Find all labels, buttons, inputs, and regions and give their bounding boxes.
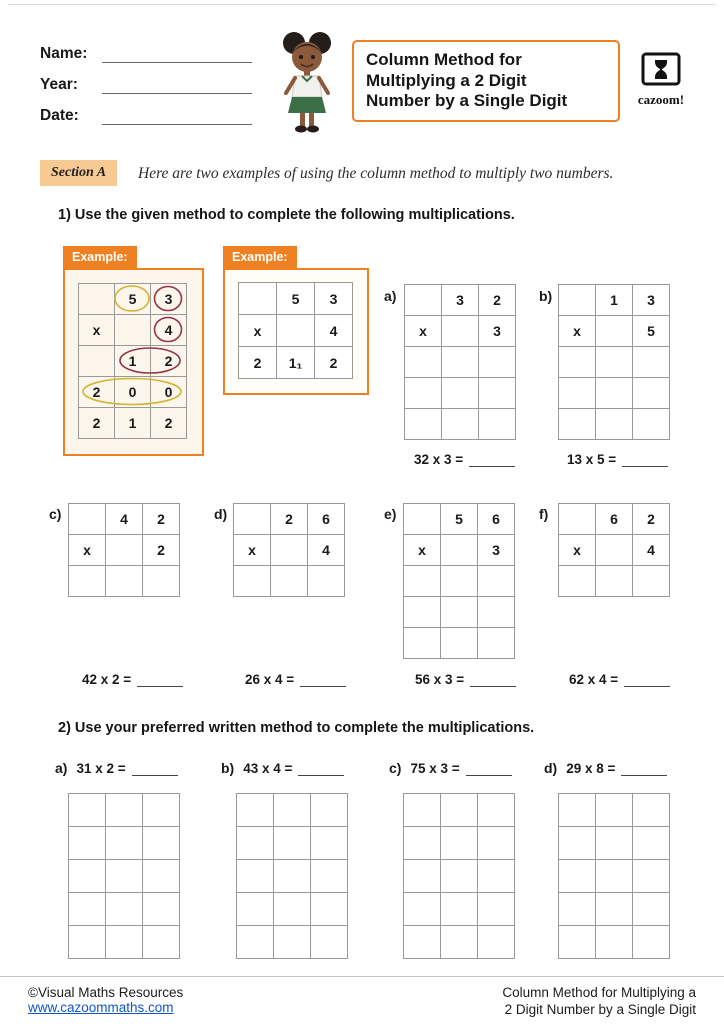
- grid-cell: [234, 566, 271, 597]
- grid-cell: [79, 284, 115, 315]
- grid-cell: [239, 283, 277, 315]
- grid-cell: [69, 893, 106, 926]
- grid-cell: [271, 566, 308, 597]
- date-field-row: [40, 102, 252, 125]
- grid-cell: [106, 535, 143, 566]
- grid-cell: [441, 926, 478, 959]
- q2-d-equation: [544, 760, 667, 776]
- example-1-grid: [78, 283, 187, 439]
- footer-left: [28, 985, 183, 1015]
- grid-cell: 1: [115, 346, 151, 377]
- grid-cell: [478, 860, 515, 893]
- grid-cell: [478, 827, 515, 860]
- grid-cell: [69, 860, 106, 893]
- grid-cell: [274, 926, 311, 959]
- student-character-illustration: [274, 30, 340, 139]
- grid-cell: [479, 378, 516, 409]
- example-2-label: Example:: [223, 246, 297, 268]
- grid-cell: 2: [271, 504, 308, 535]
- grid-cell: [115, 315, 151, 346]
- answer-blank: [137, 672, 183, 687]
- grid-cell: 5: [441, 504, 478, 535]
- q1-b-grid: [558, 284, 670, 440]
- q1-e-letter: e): [384, 506, 397, 522]
- grid-cell: [478, 566, 515, 597]
- answer-blank: [298, 761, 344, 776]
- grid-cell: [559, 794, 596, 827]
- q1-f-letter: f): [539, 506, 549, 522]
- q1-c-equation: [82, 672, 183, 687]
- grid-cell: [311, 794, 348, 827]
- answer-blank: [470, 672, 516, 687]
- grid-cell: [405, 347, 442, 378]
- cazoom-logo-text: cazoom!: [637, 92, 685, 107]
- q1-e-grid: [403, 503, 515, 659]
- q2-d-grid: [558, 793, 670, 959]
- grid-cell: [106, 566, 143, 597]
- grid-cell: 2: [79, 408, 115, 439]
- grid-cell: [478, 794, 515, 827]
- grid-cell: 2: [633, 504, 670, 535]
- cazoommaths-link[interactable]: www.cazoommaths.com: [28, 1000, 174, 1015]
- answer-blank: [469, 452, 515, 467]
- grid-cell: [143, 893, 180, 926]
- grid-cell: [596, 347, 633, 378]
- q1-e-equation: [415, 672, 516, 687]
- grid-cell: [442, 316, 479, 347]
- equation-text: 29 x 8 =: [566, 761, 616, 776]
- grid-cell: [404, 893, 441, 926]
- answer-blank: [622, 452, 668, 467]
- year-field-row: [40, 71, 252, 94]
- grid-cell: [106, 926, 143, 959]
- q2-c-equation: [389, 760, 512, 776]
- grid-cell: [478, 926, 515, 959]
- q1-f-grid: [558, 503, 670, 597]
- grid-cell: [277, 315, 315, 347]
- grid-cell: [143, 926, 180, 959]
- grid-cell: [405, 409, 442, 440]
- grid-cell: 3: [151, 284, 187, 315]
- q2-b-letter: b): [221, 760, 235, 776]
- grid-cell: 1: [596, 285, 633, 316]
- q1-b-equation: [567, 452, 668, 467]
- grid-cell: [441, 597, 478, 628]
- grid-cell: [633, 794, 670, 827]
- grid-cell: 3: [479, 316, 516, 347]
- grid-cell: [69, 926, 106, 959]
- grid-cell: [596, 535, 633, 566]
- name-answer-line: [102, 45, 252, 63]
- grid-cell: 2: [143, 504, 180, 535]
- grid-cell: 5: [115, 284, 151, 315]
- title-box: [352, 40, 620, 122]
- example-1-label: Example:: [63, 246, 137, 268]
- year-answer-line: [102, 76, 252, 94]
- q2-a-grid: [68, 793, 180, 959]
- grid-cell: 6: [596, 504, 633, 535]
- grid-cell: [633, 566, 670, 597]
- grid-cell: [596, 794, 633, 827]
- answer-blank: [621, 761, 667, 776]
- footer-right: [502, 985, 696, 1019]
- q1-b-letter: b): [539, 288, 553, 304]
- grid-cell: [479, 409, 516, 440]
- grid-cell: 3: [633, 285, 670, 316]
- grid-cell: [69, 827, 106, 860]
- grid-cell: [69, 566, 106, 597]
- grid-cell: [596, 926, 633, 959]
- grid-cell: x: [559, 535, 596, 566]
- grid-cell: 2: [151, 408, 187, 439]
- q1-prompt: 1) Use the given method to complete the following multiplications.: [58, 207, 515, 223]
- footer-title-line-1: Column Method for Multiplying a: [502, 985, 696, 1000]
- equation-text: 43 x 4 =: [243, 761, 293, 776]
- grid-cell: [237, 893, 274, 926]
- grid-cell: [311, 860, 348, 893]
- grid-cell: 0: [115, 377, 151, 408]
- q1-f-equation: [569, 672, 670, 687]
- q1-c-letter: c): [49, 506, 62, 522]
- equation-text: 26 x 4 =: [245, 672, 295, 687]
- grid-cell: x: [69, 535, 106, 566]
- grid-cell: [633, 926, 670, 959]
- grid-cell: [441, 566, 478, 597]
- equation-text: 62 x 4 =: [569, 672, 619, 687]
- grid-cell: [106, 893, 143, 926]
- grid-cell: [478, 597, 515, 628]
- grid-cell: 3: [315, 283, 353, 315]
- grid-cell: 1: [115, 408, 151, 439]
- grid-cell: [633, 378, 670, 409]
- grid-cell: [596, 316, 633, 347]
- footer-title-line-2: 2 Digit Number by a Single Digit: [504, 1001, 696, 1017]
- grid-cell: [559, 566, 596, 597]
- equation-text: 56 x 3 =: [415, 672, 465, 687]
- cazoom-logo: [630, 52, 692, 108]
- grid-cell: [405, 285, 442, 316]
- grid-cell: [559, 285, 596, 316]
- grid-cell: [441, 827, 478, 860]
- grid-cell: 3: [442, 285, 479, 316]
- grid-cell: x: [234, 535, 271, 566]
- grid-cell: [633, 860, 670, 893]
- answer-blank: [300, 672, 346, 687]
- grid-cell: [441, 893, 478, 926]
- q1-a-grid: [404, 284, 516, 440]
- grid-cell: [559, 378, 596, 409]
- example-2-grid: [238, 282, 353, 379]
- grid-cell: [596, 409, 633, 440]
- grid-cell: [404, 628, 441, 659]
- copyright-text: ©Visual Maths Resources: [28, 985, 184, 1000]
- grid-cell: [404, 860, 441, 893]
- grid-cell: 4: [633, 535, 670, 566]
- grid-cell: 2: [479, 285, 516, 316]
- grid-cell: [308, 566, 345, 597]
- grid-cell: [633, 409, 670, 440]
- q2-b-grid: [236, 793, 348, 959]
- grid-cell: [404, 566, 441, 597]
- grid-cell: [559, 860, 596, 893]
- grid-cell: [271, 535, 308, 566]
- grid-cell: 6: [478, 504, 515, 535]
- grid-cell: 2: [79, 377, 115, 408]
- grid-cell: 2: [151, 346, 187, 377]
- grid-cell: 4: [308, 535, 345, 566]
- answer-blank: [132, 761, 178, 776]
- grid-cell: [237, 827, 274, 860]
- grid-cell: [596, 566, 633, 597]
- name-label: Name:: [40, 45, 88, 62]
- grid-cell: [559, 893, 596, 926]
- grid-cell: 0: [151, 377, 187, 408]
- grid-cell: 2: [315, 347, 353, 379]
- grid-cell: [79, 346, 115, 377]
- grid-cell: x: [404, 535, 441, 566]
- grid-cell: [441, 860, 478, 893]
- grid-cell: [404, 597, 441, 628]
- grid-cell: [404, 794, 441, 827]
- grid-cell: [274, 860, 311, 893]
- q2-a-letter: a): [55, 760, 68, 776]
- grid-cell: 1₁: [277, 347, 315, 379]
- grid-cell: [559, 926, 596, 959]
- q2-c-letter: c): [389, 760, 402, 776]
- grid-cell: [106, 794, 143, 827]
- grid-cell: [478, 628, 515, 659]
- grid-cell: x: [239, 315, 277, 347]
- grid-cell: [559, 347, 596, 378]
- grid-cell: x: [79, 315, 115, 346]
- grid-cell: [442, 409, 479, 440]
- grid-cell: x: [559, 316, 596, 347]
- grid-cell: [559, 409, 596, 440]
- grid-cell: [442, 347, 479, 378]
- grid-cell: 5: [277, 283, 315, 315]
- q1-d-equation: [245, 672, 346, 687]
- grid-cell: [404, 504, 441, 535]
- grid-cell: [596, 893, 633, 926]
- grid-cell: [234, 504, 271, 535]
- grid-cell: [442, 378, 479, 409]
- worksheet-title-line-2: Multiplying a 2 Digit: [366, 70, 527, 90]
- equation-text: 42 x 2 =: [82, 672, 132, 687]
- grid-cell: [596, 827, 633, 860]
- grid-cell: [404, 827, 441, 860]
- q1-c-grid: [68, 503, 180, 597]
- worksheet-title-line-1: Column Method for: [366, 50, 522, 69]
- year-label: Year:: [40, 76, 78, 93]
- answer-blank: [624, 672, 670, 687]
- grid-cell: 4: [151, 315, 187, 346]
- q2-c-grid: [403, 793, 515, 959]
- grid-cell: 2: [239, 347, 277, 379]
- grid-cell: [441, 628, 478, 659]
- section-a-description: Here are two examples of using the column method to multiply two numbers.: [138, 165, 614, 182]
- grid-cell: [478, 893, 515, 926]
- grid-cell: [311, 926, 348, 959]
- grid-cell: [633, 827, 670, 860]
- grid-cell: [106, 860, 143, 893]
- cazoom-logo-icon: [641, 52, 681, 86]
- grid-cell: x: [405, 316, 442, 347]
- grid-cell: [69, 794, 106, 827]
- date-label: Date:: [40, 107, 79, 124]
- name-field-row: [40, 40, 252, 63]
- answer-blank: [466, 761, 512, 776]
- grid-cell: [559, 827, 596, 860]
- q1-a-letter: a): [384, 288, 397, 304]
- grid-cell: [405, 378, 442, 409]
- q2-d-letter: d): [544, 760, 558, 776]
- q2-b-equation: [221, 760, 344, 776]
- grid-cell: 4: [106, 504, 143, 535]
- equation-text: 13 x 5 =: [567, 452, 617, 467]
- grid-cell: [311, 827, 348, 860]
- grid-cell: [237, 860, 274, 893]
- grid-cell: 5: [633, 316, 670, 347]
- date-answer-line: [102, 107, 252, 125]
- grid-cell: [69, 504, 106, 535]
- footer: [0, 976, 724, 1024]
- q1-d-grid: [233, 503, 345, 597]
- grid-cell: [596, 860, 633, 893]
- grid-cell: [237, 794, 274, 827]
- student-info-fields: [40, 40, 252, 133]
- grid-cell: [633, 347, 670, 378]
- grid-cell: [106, 827, 143, 860]
- q1-a-equation: [414, 452, 515, 467]
- worksheet-title-line-3: Number by a Single Digit: [366, 91, 568, 111]
- grid-cell: [404, 926, 441, 959]
- q2-a-equation: [55, 760, 178, 776]
- grid-cell: [274, 827, 311, 860]
- grid-cell: [596, 378, 633, 409]
- q2-prompt: 2) Use your preferred written method to complete the multiplications.: [58, 720, 535, 736]
- equation-text: 31 x 2 =: [76, 761, 126, 776]
- equation-text: 75 x 3 =: [410, 761, 460, 776]
- grid-cell: 3: [478, 535, 515, 566]
- q1-d-letter: d): [214, 506, 228, 522]
- grid-cell: [143, 827, 180, 860]
- grid-cell: [559, 504, 596, 535]
- grid-cell: [143, 794, 180, 827]
- grid-cell: [479, 347, 516, 378]
- grid-cell: [143, 860, 180, 893]
- equation-text: 32 x 3 =: [414, 452, 464, 467]
- grid-cell: [441, 535, 478, 566]
- grid-cell: [311, 893, 348, 926]
- grid-cell: [143, 566, 180, 597]
- grid-cell: 4: [315, 315, 353, 347]
- section-a-badge: Section A: [40, 160, 117, 186]
- grid-cell: [274, 893, 311, 926]
- grid-cell: [441, 794, 478, 827]
- grid-cell: [274, 794, 311, 827]
- grid-cell: [237, 926, 274, 959]
- grid-cell: 6: [308, 504, 345, 535]
- grid-cell: 2: [143, 535, 180, 566]
- grid-cell: [633, 893, 670, 926]
